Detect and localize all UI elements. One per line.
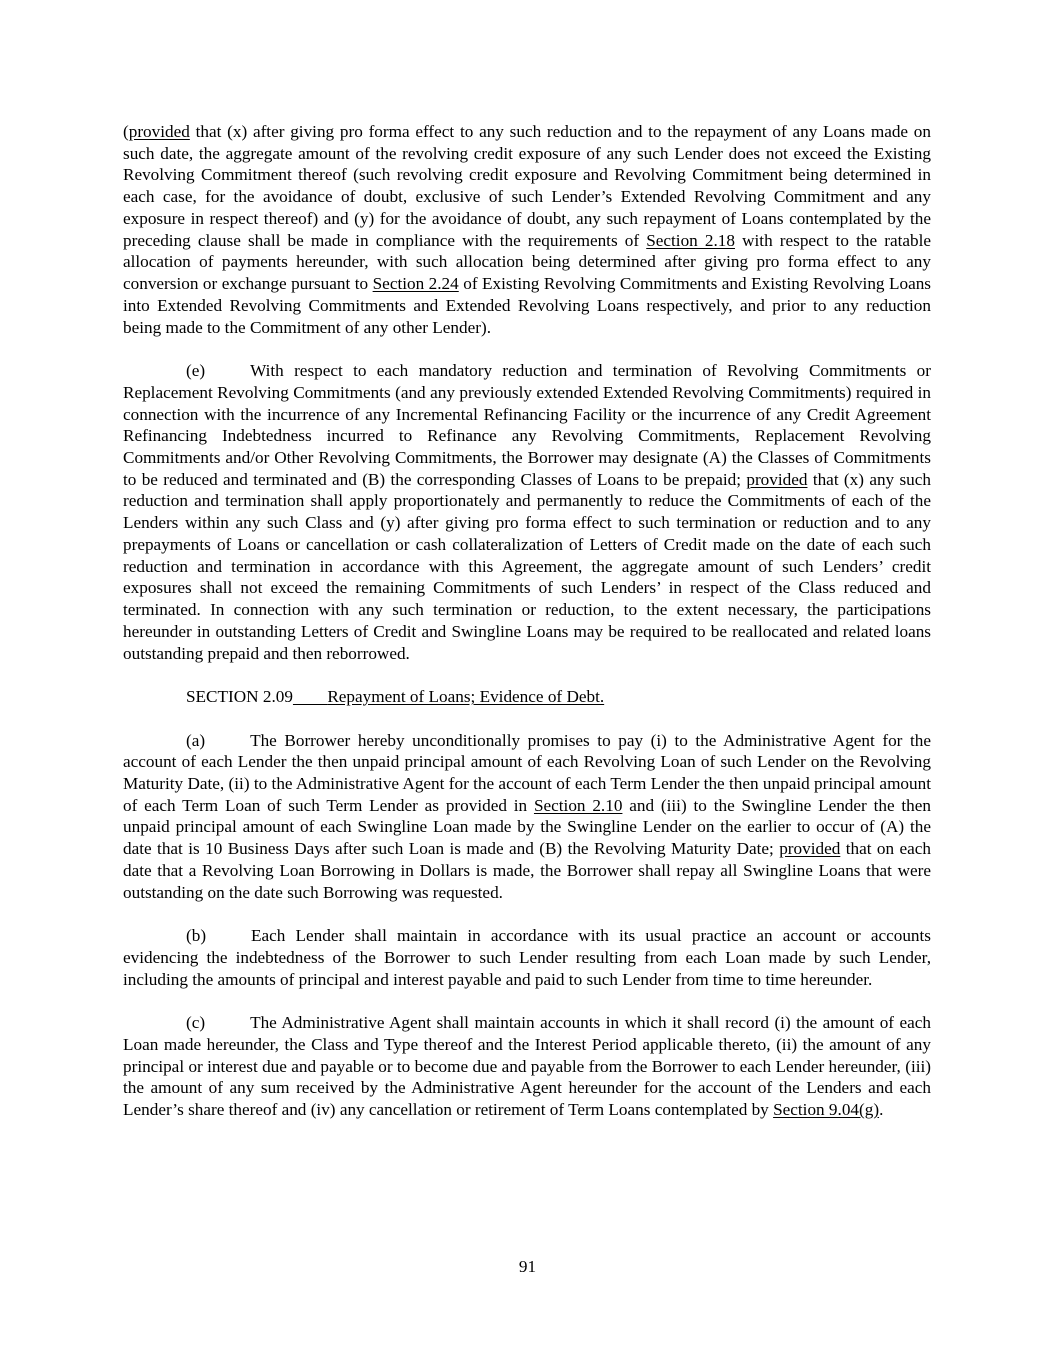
text-run: with respect to the ratable allocation of payments hereunder, with such allocation being determined after giving pro forma effect to any conversion or exchange pursuant to xyxy=(123,230,931,294)
text-run: ( xyxy=(123,122,129,141)
text-run: (b) xyxy=(186,926,207,946)
para-a xyxy=(123,730,931,904)
underlined-text: Section 2.10 xyxy=(533,795,623,815)
underlined-text: Section 9.04(g) xyxy=(773,1099,880,1119)
underlined-text: Repayment of Loans; Evidence of Debt. xyxy=(327,687,605,707)
text-run: Each Lender shall maintain in accordance with its usual practice an account or accounts evidencing the indebtedness of the Borrower to such Lender resulting from each Loan made by such Lender, including the amounts of principal and interest payable and paid to such Lender from time to time hereunder. xyxy=(123,926,931,989)
text-run: (e) xyxy=(186,361,206,381)
text-run: of Existing Revolving Commitments and Existing Revolving Loans into Extended Revolving Commitments and Extended Revolving Loans respectively, and prior to any reduction being made to the Commitment of any other Lender). xyxy=(123,274,931,337)
text-run: that (x) after giving pro forma effect to any such reduction and to the repayment of any Loans made on such date, the aggregate amount of the revolving credit exposure of any such Lender does not exceed the Existing Revolving Commitment thereof (such revolving credit exposure and Revolving Commitment being determined in each case, for the avoidance of doubt, exclusive of such Lender’s Extended Revolving Commitment and any exposure in respect thereof) and (y) for the avoidance of doubt, any such repayment of Loans contemplated by the preceding clause shall be made in compliance with the requirements of xyxy=(123,122,931,250)
underlined-text: provided xyxy=(746,469,808,489)
text-run: With respect to each mandatory reduction and termination of Revolving Commitments or Replacement Revolving Commitments (and any previously extended Extended Revolving Commitments) required in connection with the incurrence of any Incremental Refinancing Facility or the incurrence of any Credit Agreement Refinancing Indebtedness incurred to Refinance any Revolving Commitments, Replacement Revolving Commitments and/or Other Revolving Commitments, the Borrower may designate (A) the Classes of Commitments to be reduced and terminated and (B) the corresponding Classes of Loans to be prepaid; xyxy=(123,361,931,489)
page-footer xyxy=(0,1256,1055,1278)
underlined-text xyxy=(293,687,327,706)
underlined-text: Section 2.24 xyxy=(372,274,459,294)
page-number: 91 xyxy=(518,1257,537,1276)
para-b xyxy=(123,925,931,990)
underlined-text: provided xyxy=(779,839,841,859)
text-run: SECTION 2.09 xyxy=(186,687,293,707)
underlined-text: Section 2.18 xyxy=(646,230,735,250)
text-run: The Borrower hereby unconditionally promises to pay (i) to the Administrative Agent for the account of each Lender the then unpaid principal amount of each Revolving Loan of such Lender on the Revolving Maturity Date, (ii) to the Administrative Agent for the account of each Term Lender the then unpaid principal amount of each Term Loan of such Term Lender as provided in xyxy=(123,730,931,815)
text-run: that on each date that a Revolving Loan Borrowing in Dollars is made, the Borrower shall repay all Swingline Loans that were outstanding on the date such Borrowing was requested. xyxy=(123,839,931,902)
text-run: that (x) any such reduction and termination shall apply proportionately and permanently to reduce the Commitments of each of the Lenders within any such Class and (y) after giving pro forma effect to such termination or reduction and to any prepayments of Loans or cancellation or cash collateralization of Letters of Credit made on the date of each such reduction and termination in accordance with this Agreement, the aggregate amount of such Lenders’ credit exposures shall not exceed the remaining Commitments of such Lenders’ in respect of the Class reduced and terminated. In connection with any such termination or reduction, to the extent necessary, the participations hereunder in outstanding Letters of Credit and Swingline Loans may be required to be reallocated and related loans outstanding prepaid and then reborrowed. xyxy=(123,469,931,663)
para-c xyxy=(123,1012,931,1121)
text-run: (c) xyxy=(186,1013,206,1033)
underlined-text: provided xyxy=(128,122,190,141)
text-run: The Administrative Agent shall maintain accounts in which it shall record (i) the amount of each Loan made hereunder, the Class and Type thereof and the Interest Period applicable thereto, (ii) the amount of any principal or interest due and payable or to become due and payable from the Borrower to each Lender hereunder, (iii) the amount of any sum received by the Administrative Agent hereunder for the account of the Lenders and each Lender’s share thereof and (iv) any cancellation or retirement of Term Loans contemplated by xyxy=(123,1013,931,1119)
para-continued xyxy=(123,121,931,338)
text-run: . xyxy=(879,1099,884,1119)
heading-section-2-09 xyxy=(123,686,931,708)
para-e xyxy=(123,360,931,664)
text-run: and (iii) to the Swingline Lender the then unpaid principal amount of each Swingline Loan made by the Swingline Lender on the earlier to occur of (A) the date that is 10 Business Days after such Loan is made and (B) the Revolving Maturity Date; xyxy=(123,795,931,859)
document-body xyxy=(123,121,931,1142)
text-run: (a) xyxy=(186,730,206,750)
